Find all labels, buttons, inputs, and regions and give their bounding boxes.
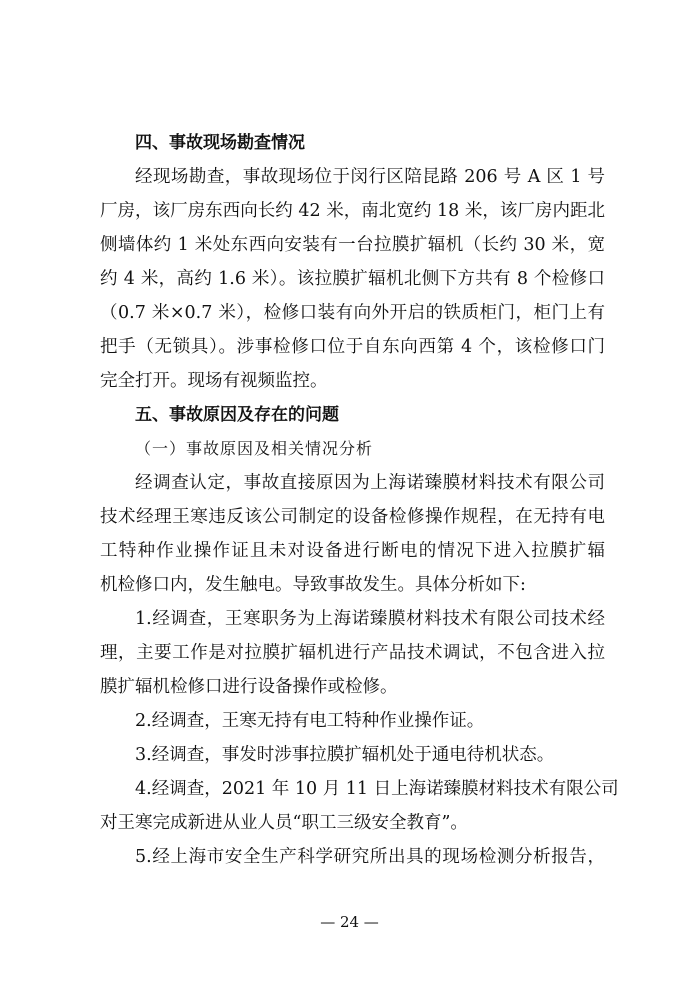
paragraph-line: 完全打开。现场有视频监控。 <box>100 371 328 391</box>
paragraph-line: 经调查认定，事故直接原因为上海诺臻膜材料技术有限公司 <box>135 473 605 493</box>
subsection-heading: （一）事故原因及相关情况分析 <box>135 439 374 458</box>
paragraph-line: 机检修口内，发生触电。导致事故发生。具体分析如下: <box>100 575 526 595</box>
paragraph-line: 侧墙体约 1 米处东西向安装有一台拉膜扩辐机（长约 30 米，宽 <box>100 235 605 255</box>
list-item-3: 3.经调查，事发时涉事拉膜扩辐机处于通电待机状态。 <box>135 745 555 765</box>
paragraph-line: 技术经理王寒违反该公司制定的设备检修操作规程，在无持有电 <box>100 507 605 527</box>
list-item-1-continued: 膜扩辐机检修口进行设备操作或检修。 <box>100 677 398 697</box>
section-5-heading: 五、事故原因及存在的问题 <box>135 405 339 425</box>
list-item-2: 2.经调查，王寒无持有电工特种作业操作证。 <box>135 711 485 731</box>
list-item-1-continued: 理，主要工作是对拉膜扩辐机进行产品技术调试，不包含进入拉 <box>100 643 605 663</box>
section-4-heading: 四、事故现场勘查情况 <box>135 133 305 153</box>
paragraph-line: （0.7 米×0.7 米），检修口装有向外开启的铁质柜门，柜门上有 <box>100 303 605 323</box>
list-item-5: 5.经上海市安全生产科学研究所出具的现场检测分析报告， <box>135 847 605 867</box>
paragraph-line: 经现场勘查，事故现场位于闵行区陪昆路 206 号 A 区 1 号 <box>135 167 605 187</box>
paragraph-line: 厂房，该厂房东西向长约 42 米，南北宽约 18 米，该厂房内距北 <box>100 201 605 221</box>
paragraph-line: 工特种作业操作证且未对设备进行断电的情况下进入拉膜扩辐 <box>100 541 605 561</box>
list-item-1: 1.经调查，王寒职务为上海诺臻膜材料技术有限公司技术经 <box>135 609 605 629</box>
paragraph-line: 把手（无锁具）。涉事检修口位于自东向西第 4 个，该检修口门 <box>100 337 605 357</box>
paragraph-line: 约 4 米，高约 1.6 米）。该拉膜扩辐机北侧下方共有 8 个检修口 <box>100 269 605 289</box>
list-item-4-continued: 对王寒完成新进从业人员“职工三级安全教育”。 <box>100 813 468 833</box>
list-item-4: 4.经调查，2021 年 10 月 11 日上海诺臻膜材料技术有限公司 <box>135 779 619 799</box>
page-number: — 24 — <box>320 913 379 931</box>
